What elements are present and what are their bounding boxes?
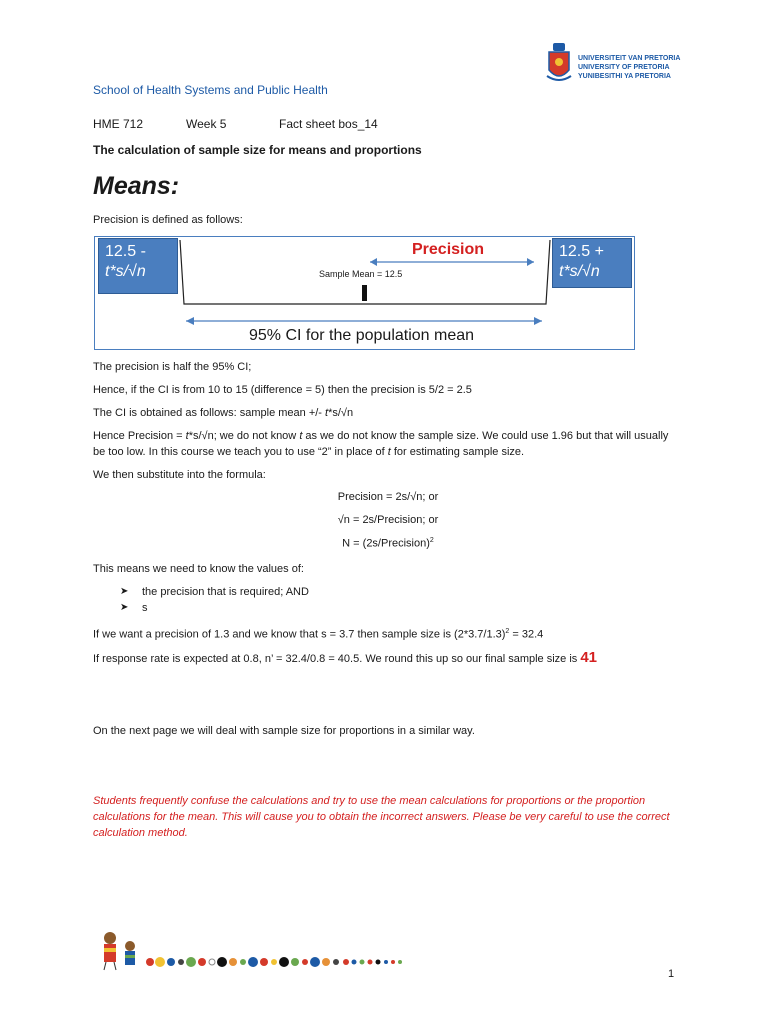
p7-exponent: 2 <box>505 628 510 635</box>
university-logo <box>543 40 683 84</box>
bullet-arrow-icon: ➤ <box>120 602 129 613</box>
formula-2: √n = 2s/Precision; or <box>337 514 439 526</box>
p7-text-a: If we want a precision of 1.3 and we know that s = 3.7 then sample size is (2*3.7/1.3) <box>93 628 506 641</box>
formula-3-exponent: 2 <box>429 537 434 544</box>
p8-text-a: If response rate is expected at 0.8, n’ = 32.4/0.8 = 40.5. We round this up so our final sample size is <box>93 653 581 665</box>
bullet-text: s <box>142 602 148 614</box>
ci-label: 95% CI for the population mean <box>249 327 475 344</box>
lower-limit-formula: t*s/√n <box>105 263 146 280</box>
logo-line-1: UNIVERSITEIT VAN PRETORIA <box>578 55 681 62</box>
p4-text-e: as we do not know the sample size. We could use 1.96 but that will usually be too low. In this course we teach you to use “2” in place of <box>93 430 669 458</box>
lower-limit-value: 12.5 - <box>105 243 146 260</box>
paragraph-5: We then substitute into the formula: <box>93 469 266 481</box>
warning-note: Students frequently confuse the calculations and try to use the mean calculations for proportions or the proportion calculations for the mean. This will cause you to obtain the incorrect answers. Please be very careful to use the correct calculation method. <box>93 795 670 839</box>
precision-diagram <box>94 236 635 350</box>
p4-t1: t <box>185 430 189 442</box>
paragraph-7 <box>93 624 683 643</box>
upper-limit-box <box>552 238 632 288</box>
week-label: Week 5 <box>186 117 227 131</box>
logo-line-3: YUNIBESITHI YA PRETORIA <box>578 73 671 80</box>
p3-text-a: The CI is obtained as follows: sample mean +/- <box>93 407 326 419</box>
bullet-text: the precision that is required; AND <box>142 586 309 598</box>
p4-text-g: for estimating sample size. <box>390 446 525 458</box>
formula-3 <box>93 537 683 550</box>
p7-text-b: = 32.4 <box>509 628 544 641</box>
bullet-arrow-icon: ➤ <box>120 586 129 597</box>
paragraph-3 <box>93 405 683 421</box>
logo-line-2: UNIVERSITY OF PRETORIA <box>578 64 670 71</box>
p3-t: t <box>325 407 329 419</box>
bullet-item <box>120 600 309 616</box>
school-name: School of Health Systems and Public Health <box>93 83 328 97</box>
upper-limit-formula: t*s/√n <box>559 263 600 280</box>
paragraph-6: This means we need to know the values of: <box>93 563 304 575</box>
p3-text-c: *s/√n <box>328 407 354 419</box>
fact-sheet-label: Fact sheet bos_14 <box>279 117 378 131</box>
precision-label: Precision <box>412 241 485 258</box>
university-crest-icon <box>543 40 575 84</box>
paragraph-8 <box>93 650 683 667</box>
paragraph-9: On the next page we will deal with sample size for proportions in a similar way. <box>93 725 475 737</box>
section-title: Means: <box>93 172 180 200</box>
bullet-item <box>120 584 309 600</box>
final-sample-size: 41 <box>580 649 598 666</box>
p4-t3: t <box>387 446 391 458</box>
sample-mean-marker <box>362 285 367 301</box>
paragraph-2: Hence, if the CI is from 10 to 15 (difference = 5) then the precision is 5/2 = 2.5 <box>93 384 472 396</box>
course-code: HME 712 <box>93 117 144 131</box>
p4-text-c: *s/√n; we do not know <box>188 430 300 442</box>
beaded-dolls-icon <box>92 928 412 972</box>
decorative-footer <box>92 928 412 972</box>
lower-limit-box <box>98 238 178 294</box>
formula-3-text: N = (2s/Precision) <box>342 537 430 550</box>
upper-limit-value: 12.5 + <box>559 243 604 260</box>
paragraph-4 <box>93 428 683 460</box>
intro-text: Precision is defined as follows: <box>93 214 243 226</box>
formula-1: Precision = 2s/√n; or <box>337 491 439 503</box>
page-number: 1 <box>668 968 675 980</box>
paragraph-1: The precision is half the 95% CI; <box>93 361 252 373</box>
sample-mean-label: Sample Mean = 12.5 <box>319 269 403 279</box>
p4-t2: t <box>299 430 303 442</box>
document-subtitle: The calculation of sample size for means and proportions <box>93 143 422 157</box>
p4-text-a: Hence Precision = <box>93 430 186 442</box>
bullet-list <box>120 584 309 616</box>
